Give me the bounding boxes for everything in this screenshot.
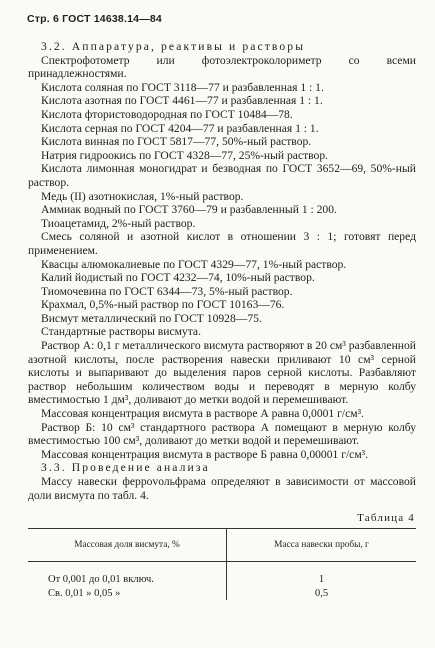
reagent-item: Кислота винная по ГОСТ 5817—77, 50%-ный раствор.: [41, 135, 312, 149]
reagent-item: Крахмал, 0,5%-ный раствор по ГОСТ 10163—76.: [41, 298, 285, 312]
solution-b-paragraph: Раствор Б: 10 см³ стандартного раствора А помещают в мерную колбу вместимостью 100 см³, доливают до метки водой и перемешивают.: [28, 420, 416, 448]
section-3-3-title: 3.3. Проведение анализа: [41, 461, 210, 475]
reagent-item: Кислота лимонная моногидрат и безводная по ГОСТ 3652—69, 50%-ный раствор.: [28, 162, 416, 189]
reagent-item: Кислота фтористоводородная по ГОСТ 10484—78.: [41, 107, 293, 121]
analysis-paragraph: Массу навески феррovольфрама определяют в зависимости от массовой доли висмута по табл. 4.: [28, 475, 416, 502]
reagent-item: Кислота серная по ГОСТ 4204—77 и разбавленная 1 : 1.: [41, 121, 319, 135]
reagent-item: Висмут металлический по ГОСТ 10928—75.: [41, 311, 262, 325]
table-cell-range: От 0,001 до 0,01 включ.: [28, 562, 227, 587]
solution-a-paragraph: Раствор А: 0,1 г металлического висмута растворяют в 20 см³ разбавленной азотной кислоты, после растворения навески приливают 10 см³ серной кислоты и выпаривают до выделения паров серной кислоты. Разбавляют раствор небольшим количеством воды и переводят в мерную колбу вместимостью 1 дм³, доливают до метки водой и перемешивают.: [28, 339, 416, 407]
reagent-item: Кислота азотная по ГОСТ 4461—77 и разбавленная 1 : 1.: [41, 94, 323, 108]
reagent-item: Смесь соляной и азотной кислот в отношении 3 : 1; готовят перед применением.: [28, 230, 416, 257]
concentration-b-paragraph: Массовая концентрация висмута в растворе Б равна 0,00001 г/см³.: [41, 447, 369, 461]
apparatus-intro: Спектрофотометр или фотоэлектроколориметр со всеми принадлежностями.: [28, 53, 416, 81]
concentration-a-paragraph: Массовая концентрация висмута в растворе А равна 0,0001 г/см³.: [41, 407, 364, 421]
table-column-header: Массовая доля висмута, %: [28, 529, 227, 562]
table-4-title: Таблица 4: [357, 512, 415, 524]
table-cell-range: Св. 0,01 » 0,05 »: [28, 586, 227, 600]
table-header-row: [28, 529, 416, 562]
reagent-item: Медь (II) азотнокислая, 1%-ный раствор.: [41, 189, 244, 203]
table-row: [28, 562, 416, 587]
reagent-item: Калий йодистый по ГОСТ 4232—74, 10%-ный раствор.: [41, 271, 315, 285]
reagent-item: Кислота соляная по ГОСТ 3118—77 и разбавленная 1 : 1.: [41, 80, 324, 94]
section-3-2-title: 3.2. Аппаратура, реактивы и растворы: [41, 40, 306, 53]
reagent-item: Тиоацетамид, 2%-ный раствор.: [41, 216, 196, 230]
table-cell-mass: 0,5: [314, 587, 329, 599]
reagent-item: Стандартные растворы висмута.: [41, 325, 201, 339]
table-cell-mass: 1: [318, 573, 325, 585]
table-4: [28, 528, 416, 600]
table-row: [28, 586, 416, 600]
table-column-header: Масса навески пробы, г: [227, 529, 417, 562]
reagent-item: Аммиак водный по ГОСТ 3760—79 и разбавленный 1 : 200.: [41, 203, 337, 217]
reagent-item: Тиомочевина по ГОСТ 6344—73, 5%-ный раствор.: [41, 284, 293, 298]
reagent-item: Натрия гидроокись по ГОСТ 4328—77, 25%-ный раствор.: [41, 148, 329, 162]
document-body: [28, 40, 416, 502]
page-header: Стр. 6 ГОСТ 14638.14—84: [27, 13, 162, 25]
reagent-item: Квасцы алюмокалиевые по ГОСТ 4329—77, 1%-ный раствор.: [41, 257, 347, 271]
